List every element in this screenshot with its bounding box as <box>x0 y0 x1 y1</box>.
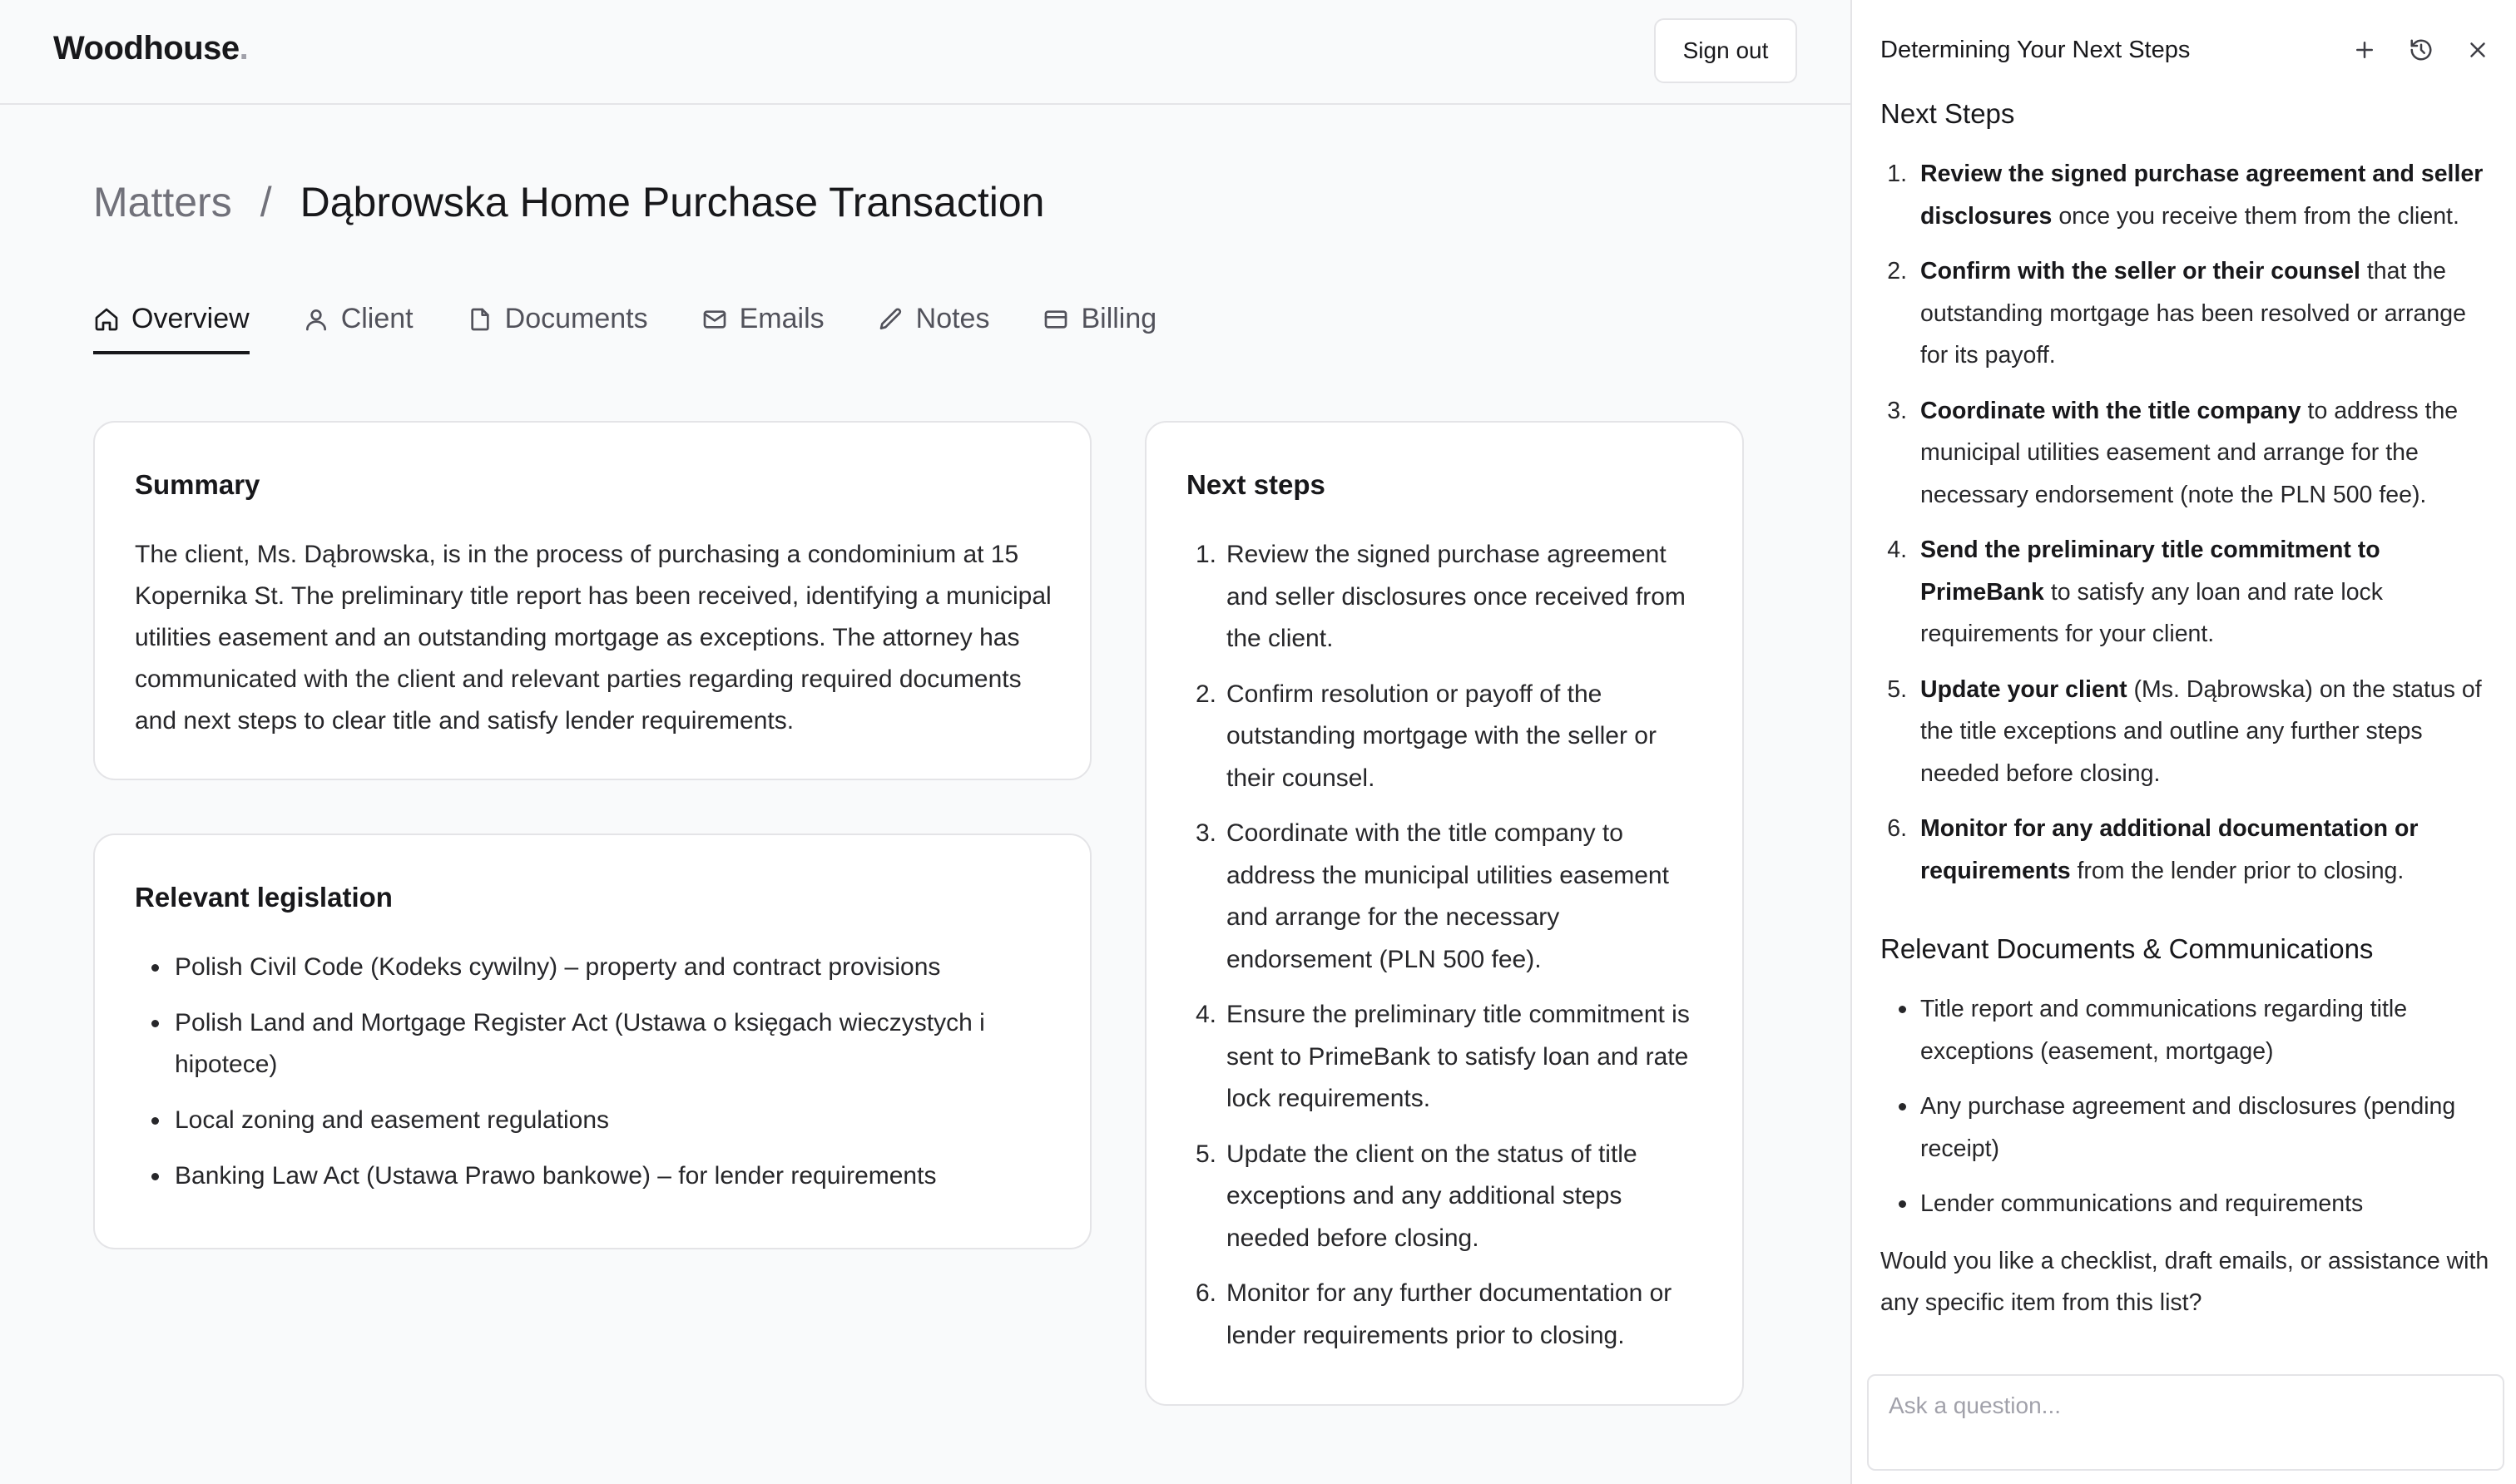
list-item: Local zoning and easement regulations <box>135 1100 1057 1141</box>
breadcrumb-separator: / <box>260 179 272 225</box>
step-number: 3. <box>1195 819 1216 847</box>
list-item: Lender communications and requirements <box>1880 1183 2491 1225</box>
assistant-message <box>1880 98 2491 1324</box>
tab-notes[interactable] <box>878 296 990 354</box>
file-icon <box>467 306 493 333</box>
list-item <box>1880 529 2491 655</box>
list-item <box>1186 1134 1709 1260</box>
step-number: 3. <box>1887 397 1907 424</box>
brand-dot: . <box>239 30 249 67</box>
page-title: Dąbrowska Home Purchase Transaction <box>300 179 1045 225</box>
tab-label: Client <box>340 303 414 334</box>
step-number: 5. <box>1887 675 1907 703</box>
list-item <box>1880 390 2491 517</box>
history-icon <box>2409 37 2434 62</box>
step-bold: Confirm with the seller or their counsel <box>1920 258 2360 284</box>
step-bold: Coordinate with the title company <box>1920 397 2301 424</box>
list-item <box>1880 153 2491 237</box>
brand-logo[interactable] <box>53 30 248 67</box>
summary-card <box>93 421 1092 780</box>
tab-emails[interactable] <box>701 296 825 354</box>
credit-card-icon <box>1043 306 1069 333</box>
step-number: 2. <box>1887 258 1907 284</box>
assistant-steps-list <box>1880 153 2491 892</box>
step-bold: Review the signed purchase agreement and seller disclosures <box>1920 161 2484 230</box>
home-icon <box>93 306 120 333</box>
close-panel-button[interactable] <box>2463 35 2493 65</box>
step-text: once you receive them from the client. <box>2052 202 2459 230</box>
mail-icon <box>701 306 728 333</box>
history-button[interactable] <box>2406 35 2436 65</box>
assistant-question: Would you like a checklist, draft emails, or assistance with any specific item from this list? <box>1880 1247 2489 1316</box>
step-number: 5. <box>1195 1140 1216 1168</box>
summary-text: The client, Ms. Dąbrowska, is in the process of purchasing a condominium at 15 Kopernika St. The preliminary title report has been received, identifying a municipal utilities easement and an outstanding mortgage as exceptions. The attorney has communicated with the client and relevant parties regarding required documents and next steps to clear title and satisfy lender requirements. <box>135 541 1052 735</box>
step-number: 2. <box>1195 680 1216 708</box>
new-chat-button[interactable] <box>2350 35 2380 65</box>
close-icon <box>2465 37 2490 62</box>
step-text: to address the municipal utilities easement and arrange for the necessary endorsement (note the PLN 500 fee). <box>1920 397 2459 508</box>
top-header <box>0 0 1850 105</box>
ask-question-input[interactable] <box>1867 1374 2504 1471</box>
assistant-docs-list <box>1880 988 2491 1225</box>
list-item <box>1186 1273 1709 1357</box>
step-text: from the lender prior to closing. <box>2070 857 2405 884</box>
list-item: Polish Land and Mortgage Register Act (Ustawa o księgach wieczystych i hipotece) <box>135 1002 1057 1086</box>
list-item: Banking Law Act (Ustawa Prawo bankowe) – for lender requirements <box>135 1155 1057 1197</box>
breadcrumb-matters-link[interactable]: Matters <box>93 179 232 225</box>
next-steps-card <box>1145 421 1744 1406</box>
brand-name: Woodhouse <box>53 30 240 67</box>
tab-label: Overview <box>131 303 250 334</box>
next-steps-title: Next steps <box>1186 469 1325 500</box>
tab-label: Documents <box>504 303 648 334</box>
legislation-list <box>135 947 1057 1211</box>
list-item: Title report and communications regarding title exceptions (easement, mortgage) <box>1880 988 2491 1072</box>
summary-title: Summary <box>135 469 260 500</box>
next-steps-list <box>1186 534 1709 1370</box>
tab-documents[interactable] <box>467 296 648 354</box>
step-number: 1. <box>1195 541 1216 568</box>
legislation-card <box>93 834 1092 1249</box>
step-bold: Monitor for any additional documentation or requirements <box>1920 815 2419 884</box>
tab-client[interactable] <box>303 296 414 354</box>
docs-heading: Relevant Documents & Communications <box>1880 933 2374 964</box>
list-item <box>1186 534 1709 660</box>
step-number: 4. <box>1887 537 1907 563</box>
step-text: Ensure the preliminary title commitment is sent to PrimeBank to satisfy loan and rate lock requirements. <box>1226 1001 1690 1112</box>
list-item <box>1186 994 1709 1120</box>
list-item <box>1880 808 2491 892</box>
step-text: that the outstanding mortgage has been resolved or arrange for its payoff. <box>1920 258 2466 369</box>
steps-heading: Next Steps <box>1880 98 2015 129</box>
tab-label: Emails <box>739 303 825 334</box>
pencil-icon <box>878 306 904 333</box>
tab-overview[interactable] <box>93 296 250 354</box>
sign-out-button[interactable]: Sign out <box>1654 18 1797 83</box>
step-text: Review the signed purchase agreement and seller disclosures once received from the client. <box>1226 541 1686 652</box>
list-item <box>1186 674 1709 800</box>
step-bold: Update your client <box>1920 675 2127 703</box>
assistant-panel <box>1850 0 2516 1484</box>
list-item: Any purchase agreement and disclosures (pending receipt) <box>1880 1086 2491 1170</box>
matter-tabs <box>93 296 1156 356</box>
step-text: Monitor for any further documentation or lender requirements prior to closing. <box>1226 1279 1672 1349</box>
step-number: 6. <box>1195 1279 1216 1307</box>
user-icon <box>303 306 329 333</box>
tab-label: Notes <box>915 303 990 334</box>
panel-title: Determining Your Next Steps <box>1880 37 2191 63</box>
list-item <box>1186 813 1709 981</box>
list-item <box>1880 669 2491 795</box>
tab-billing[interactable] <box>1043 296 1156 354</box>
plus-icon <box>2352 37 2377 62</box>
step-text: Update the client on the status of title exceptions and any additional steps needed before closing. <box>1226 1140 1637 1252</box>
legislation-title: Relevant legislation <box>135 882 393 913</box>
breadcrumb <box>93 178 1044 226</box>
step-number: 4. <box>1195 1001 1216 1028</box>
step-text: (Ms. Dąbrowska) on the status of the title exceptions and outline any further steps needed before closing. <box>1920 675 2482 787</box>
step-bold: Send the preliminary title commitment to PrimeBank <box>1920 537 2380 606</box>
step-number: 1. <box>1887 161 1907 187</box>
tab-label: Billing <box>1081 303 1157 334</box>
step-text: Coordinate with the title company to address the municipal utilities easement and arrange for the necessary endorsement (PLN 500 fee). <box>1226 819 1669 973</box>
step-text: Confirm resolution or payoff of the outstanding mortgage with the seller or their counsel. <box>1226 680 1657 792</box>
step-number: 6. <box>1887 815 1907 842</box>
list-item: Polish Civil Code (Kodeks cywilny) – property and contract provisions <box>135 947 1057 988</box>
step-text: to satisfy any loan and rate lock requirements for your client. <box>1920 578 2384 647</box>
list-item <box>1880 250 2491 377</box>
